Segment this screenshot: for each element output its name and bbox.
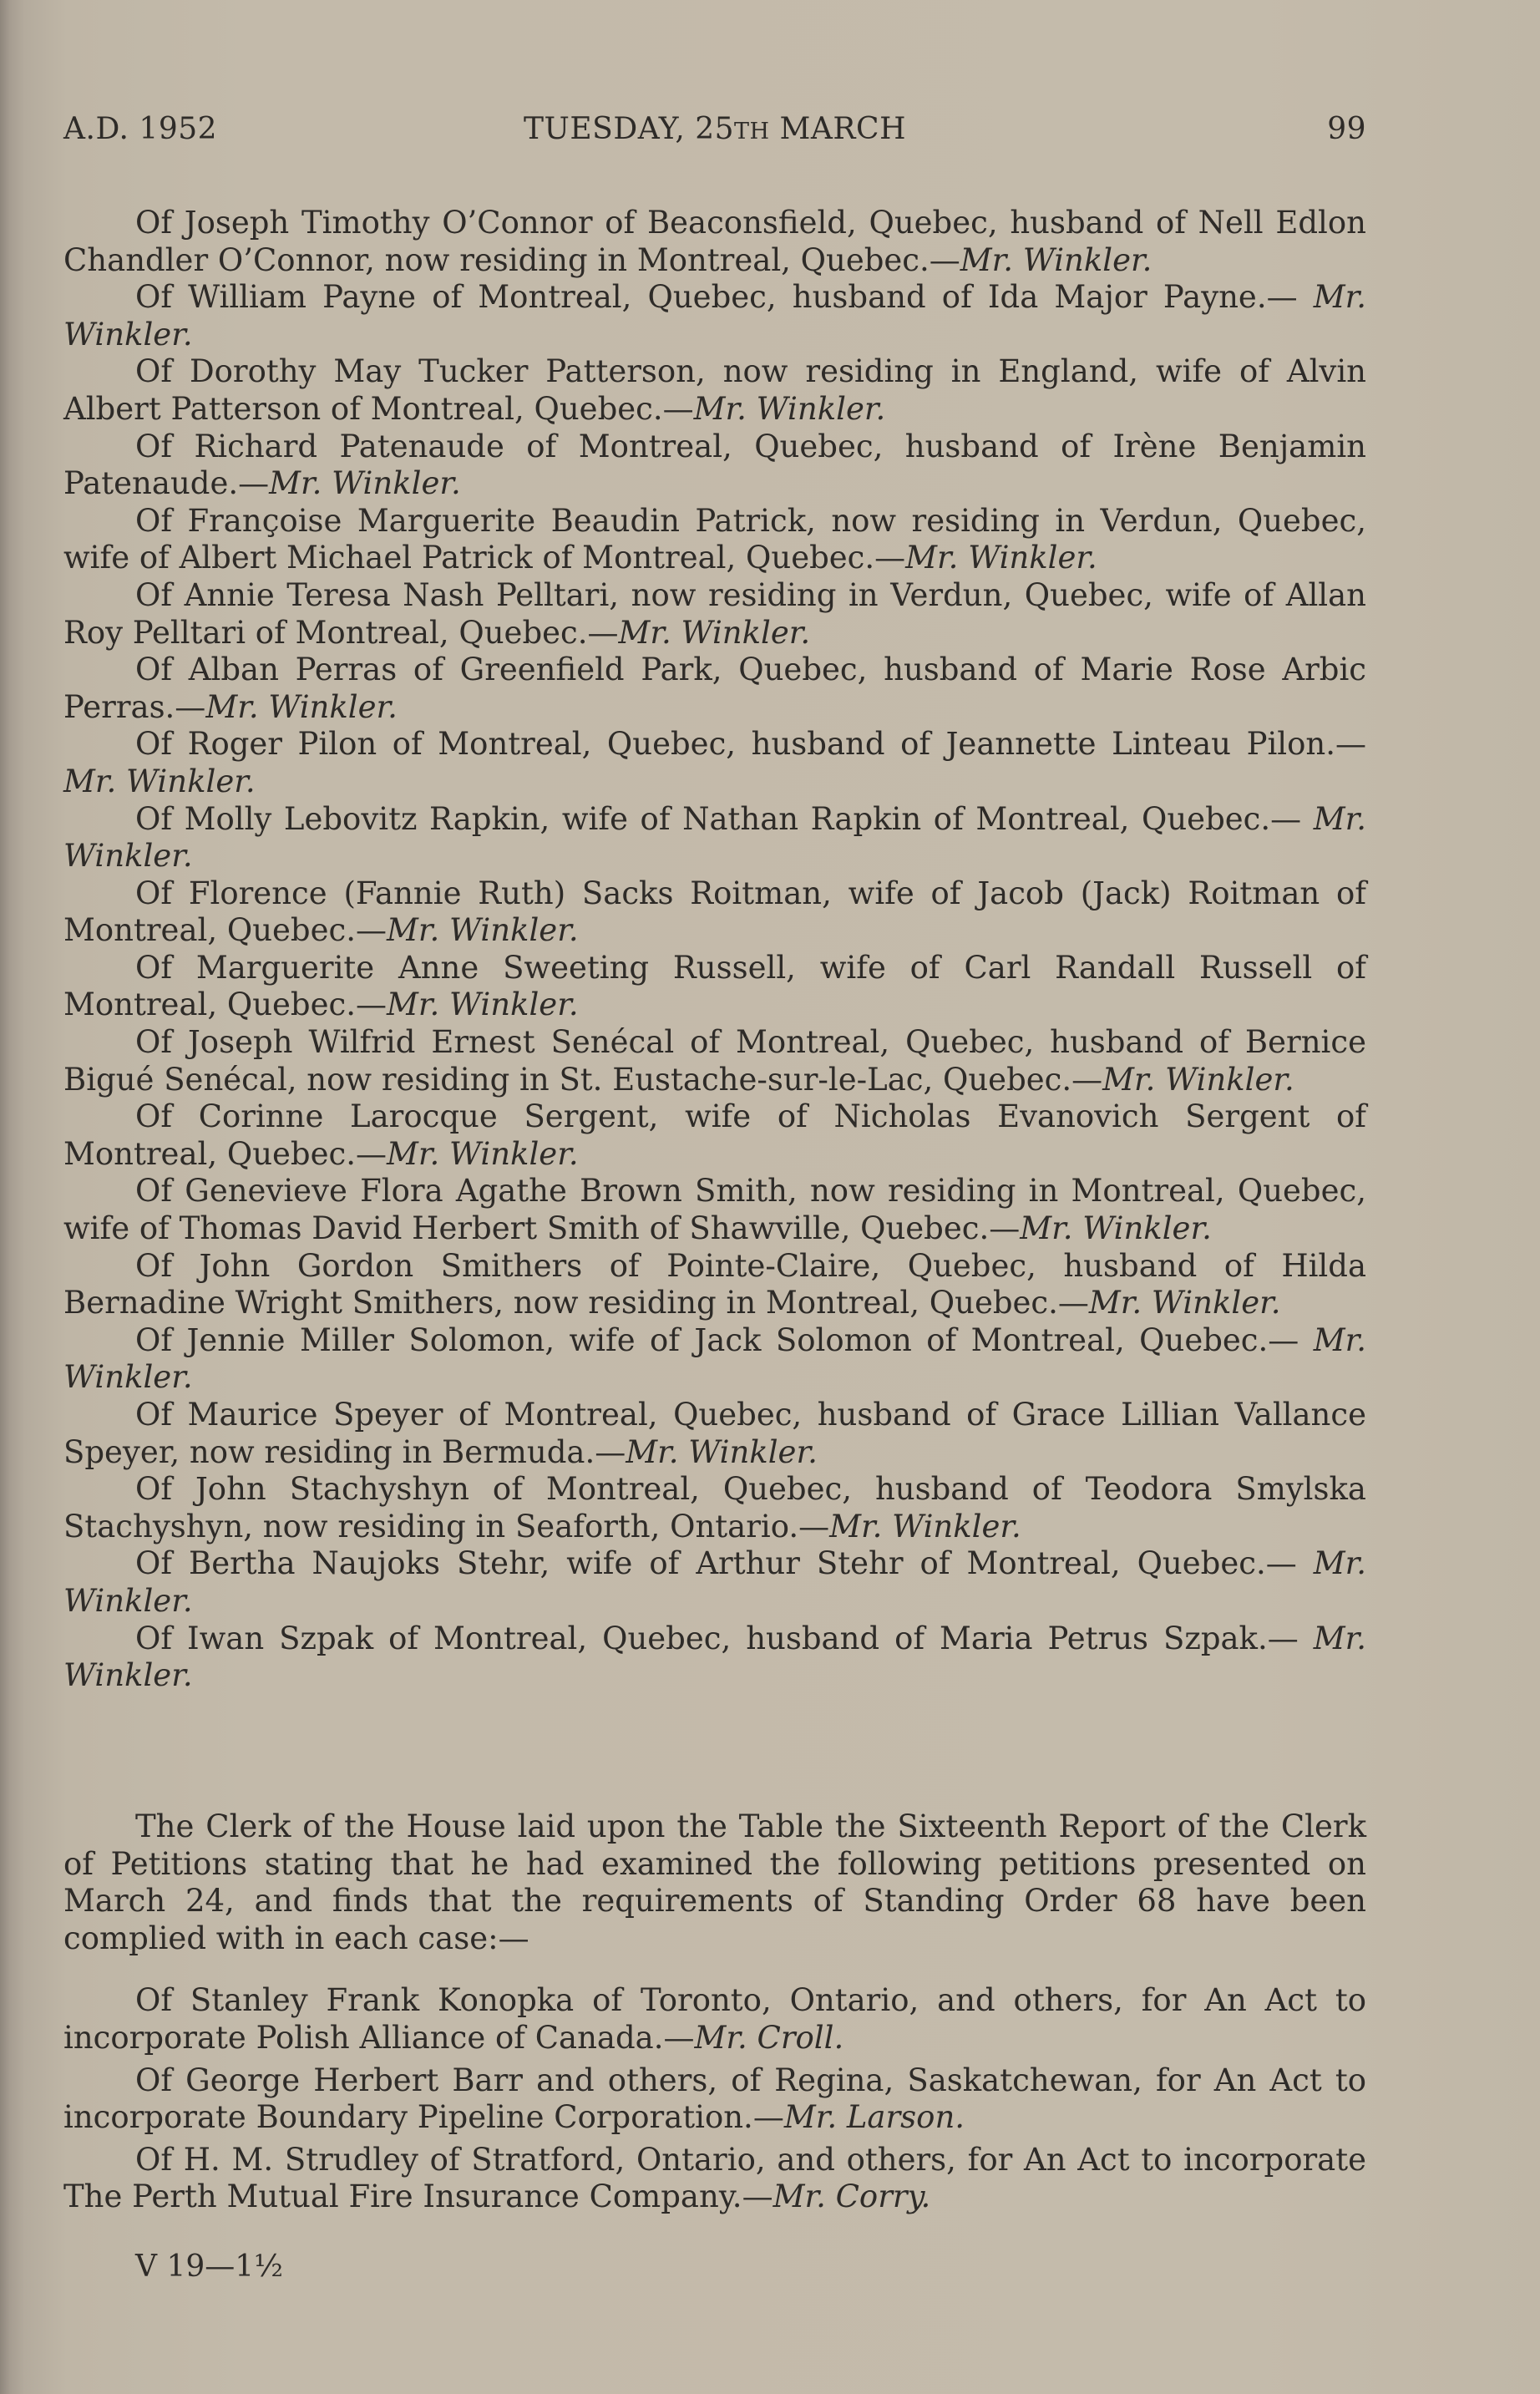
entry-text: Of Richard Patenaude of Montreal, Quebec, husband of Irène Benjamin Patenaude.— xyxy=(63,428,1366,502)
petition-entry xyxy=(63,429,1366,503)
clerk-report-intro: The Clerk of the House laid upon the Table the Sixteenth Report of the Clerk of Petitions stating that he had examined the following petitions presented on March 24, and finds that the requirements of Standing Order 68 have been complied with in each case:— xyxy=(63,1808,1366,1956)
petition-entry xyxy=(63,205,1366,279)
petition-entry xyxy=(63,875,1366,950)
petition-member: Mr. Croll. xyxy=(694,2019,844,2056)
entry-member: Mr. Winkler. xyxy=(829,1508,1021,1544)
petition-entry xyxy=(63,1545,1366,1620)
petition-entry xyxy=(63,577,1366,652)
header-date xyxy=(63,112,1366,146)
entry-text: Of Iwan Szpak of Montreal, Quebec, husband of Maria Petrus Szpak.— xyxy=(135,1620,1314,1656)
entry-member: Mr. Winkler. xyxy=(386,1135,579,1172)
entry-member: Mr. Winkler. xyxy=(205,688,398,725)
entry-member: Mr. Winkler. xyxy=(63,1545,1366,1619)
header-date-day: TUESDAY, 25 xyxy=(524,112,735,146)
entry-member: Mr. Winkler. xyxy=(63,1321,1366,1396)
petition-text: Of H. M. Strudley of Stratford, Ontario, and others, for An Act to incorporate The Perth Mutual Fire Insurance Company.— xyxy=(63,2141,1366,2215)
petition-entry xyxy=(63,1248,1366,1322)
petition-entry xyxy=(63,279,1366,353)
header-date-month: MARCH xyxy=(769,112,906,146)
entry-member: Mr. Winkler. xyxy=(63,1620,1366,1694)
entry-text: Of Florence (Fannie Ruth) Sacks Roitman, wife of Jacob (Jack) Roitman of Montreal, Quebec.— xyxy=(63,875,1366,949)
entry-text: Of Françoise Marguerite Beaudin Patrick, now residing in Verdun, Quebec, wife of Albert Michael Patrick of Montreal, Quebec.— xyxy=(63,502,1366,576)
entry-text: Of Molly Lebovitz Rapkin, wife of Nathan Rapkin of Montreal, Quebec.— xyxy=(135,800,1314,837)
entry-member: Mr. Winkler. xyxy=(269,465,461,502)
header-year: A.D. 1952 xyxy=(63,112,218,146)
entry-text: Of Annie Teresa Nash Pelltari, now residing in Verdun, Quebec, wife of Allan Roy Pelltari of Montreal, Quebec.— xyxy=(63,576,1366,651)
entry-member: Mr. Winkler. xyxy=(63,763,256,799)
petition-entry xyxy=(63,801,1366,875)
petition-entry xyxy=(63,1024,1366,1098)
petition-entry xyxy=(63,1397,1366,1471)
page-number: 99 xyxy=(1327,112,1366,146)
petition-entry xyxy=(63,1173,1366,1247)
entry-text: Of John Gordon Smithers of Pointe-Claire, Quebec, husband of Hilda Bernadine Wright Smithers, now residing in Montreal, Quebec.— xyxy=(63,1247,1366,1321)
entry-member: Mr. Winkler. xyxy=(1102,1061,1294,1098)
entry-text: Of Joseph Wilfrid Ernest Senécal of Montreal, Quebec, husband of Bernice Bigué Senécal, now residing in St. Eustache-sur-le-Lac, Quebec.— xyxy=(63,1024,1366,1098)
entry-text: Of Marguerite Anne Sweeting Russell, wife of Carl Randall Russell of Montreal, Quebec.— xyxy=(63,949,1366,1023)
entry-text: Of Joseph Timothy O’Connor of Beaconsfield, Quebec, husband of Nell Edlon Chandler O’Connor, now residing in Montreal, Quebec.— xyxy=(63,205,1366,278)
entry-text: Of Dorothy May Tucker Patterson, now residing in England, wife of Alvin Albert Patterson of Montreal, Quebec.— xyxy=(63,353,1366,427)
entry-member: Mr. Winkler. xyxy=(626,1433,818,1470)
entry-text: Of Alban Perras of Greenfield Park, Quebec, husband of Marie Rose Arbic Perras.— xyxy=(63,652,1366,725)
entry-member: Mr. Winkler. xyxy=(386,912,579,949)
entry-text: Of John Stachyshyn of Montreal, Quebec, husband of Teodora Smylska Stachyshyn, now residing in Seaforth, Ontario.— xyxy=(63,1471,1366,1544)
petition-entry xyxy=(63,1621,1366,1695)
entry-member: Mr. Winkler. xyxy=(1088,1285,1281,1321)
entry-member: Mr. Winkler. xyxy=(905,540,1097,576)
entry-member: Mr. Winkler. xyxy=(386,987,579,1023)
entry-member: Mr. Winkler. xyxy=(960,241,1152,278)
entry-text: Of Roger Pilon of Montreal, Quebec, husband of Jeannette Linteau Pilon.— xyxy=(135,726,1366,763)
clerk-report xyxy=(63,1808,1366,2221)
entry-member: Mr. Winkler. xyxy=(618,614,811,651)
petition-entry xyxy=(63,1098,1366,1173)
petition-entry xyxy=(63,726,1366,800)
entry-text: Of Maurice Speyer of Montreal, Quebec, husband of Grace Lillian Vallance Speyer, now residing in Bermuda.— xyxy=(63,1397,1366,1470)
petition-entries xyxy=(63,205,1366,1695)
entry-member: Mr. Winkler. xyxy=(1020,1210,1212,1247)
signature-mark: V 19—1½ xyxy=(135,2249,284,2284)
entry-text: Of William Payne of Montreal, Quebec, husband of Ida Major Payne.— xyxy=(135,279,1314,316)
entry-member: Mr. Winkler. xyxy=(63,279,1366,353)
entry-member: Mr. Winkler. xyxy=(63,800,1366,875)
private-bill-petition xyxy=(63,1982,1366,2057)
petition-text: Of Stanley Frank Konopka of Toronto, Ontario, and others, for An Act to incorporate Polish Alliance of Canada.— xyxy=(63,1982,1366,2056)
petition-text: Of George Herbert Barr and others, of Regina, Saskatchewan, for An Act to incorporate Boundary Pipeline Corporation.— xyxy=(63,2062,1366,2136)
petition-member: Mr. Larson. xyxy=(783,2099,965,2136)
page-header xyxy=(63,112,1366,154)
petition-entry xyxy=(63,503,1366,577)
entry-member: Mr. Winkler. xyxy=(693,390,886,427)
petition-entry xyxy=(63,1471,1366,1545)
petition-entry xyxy=(63,652,1366,726)
private-bill-petition xyxy=(63,2142,1366,2216)
private-bill-petition xyxy=(63,2062,1366,2137)
entry-text: Of Corinne Larocque Sergent, wife of Nicholas Evanovich Sergent of Montreal, Quebec.— xyxy=(63,1098,1366,1172)
petition-entry xyxy=(63,950,1366,1024)
entry-text: Of Genevieve Flora Agathe Brown Smith, now residing in Montreal, Quebec, wife of Thomas David Herbert Smith of Shawville, Quebec.— xyxy=(63,1173,1366,1247)
petition-member: Mr. Corry. xyxy=(773,2178,931,2215)
entry-text: Of Jennie Miller Solomon, wife of Jack Solomon of Montreal, Quebec.— xyxy=(135,1321,1314,1358)
header-date-ordinal: TH xyxy=(734,119,770,145)
petition-entry xyxy=(63,353,1366,428)
entry-text: Of Bertha Naujoks Stehr, wife of Arthur Stehr of Montreal, Quebec.— xyxy=(135,1545,1314,1582)
petition-entry xyxy=(63,1322,1366,1397)
